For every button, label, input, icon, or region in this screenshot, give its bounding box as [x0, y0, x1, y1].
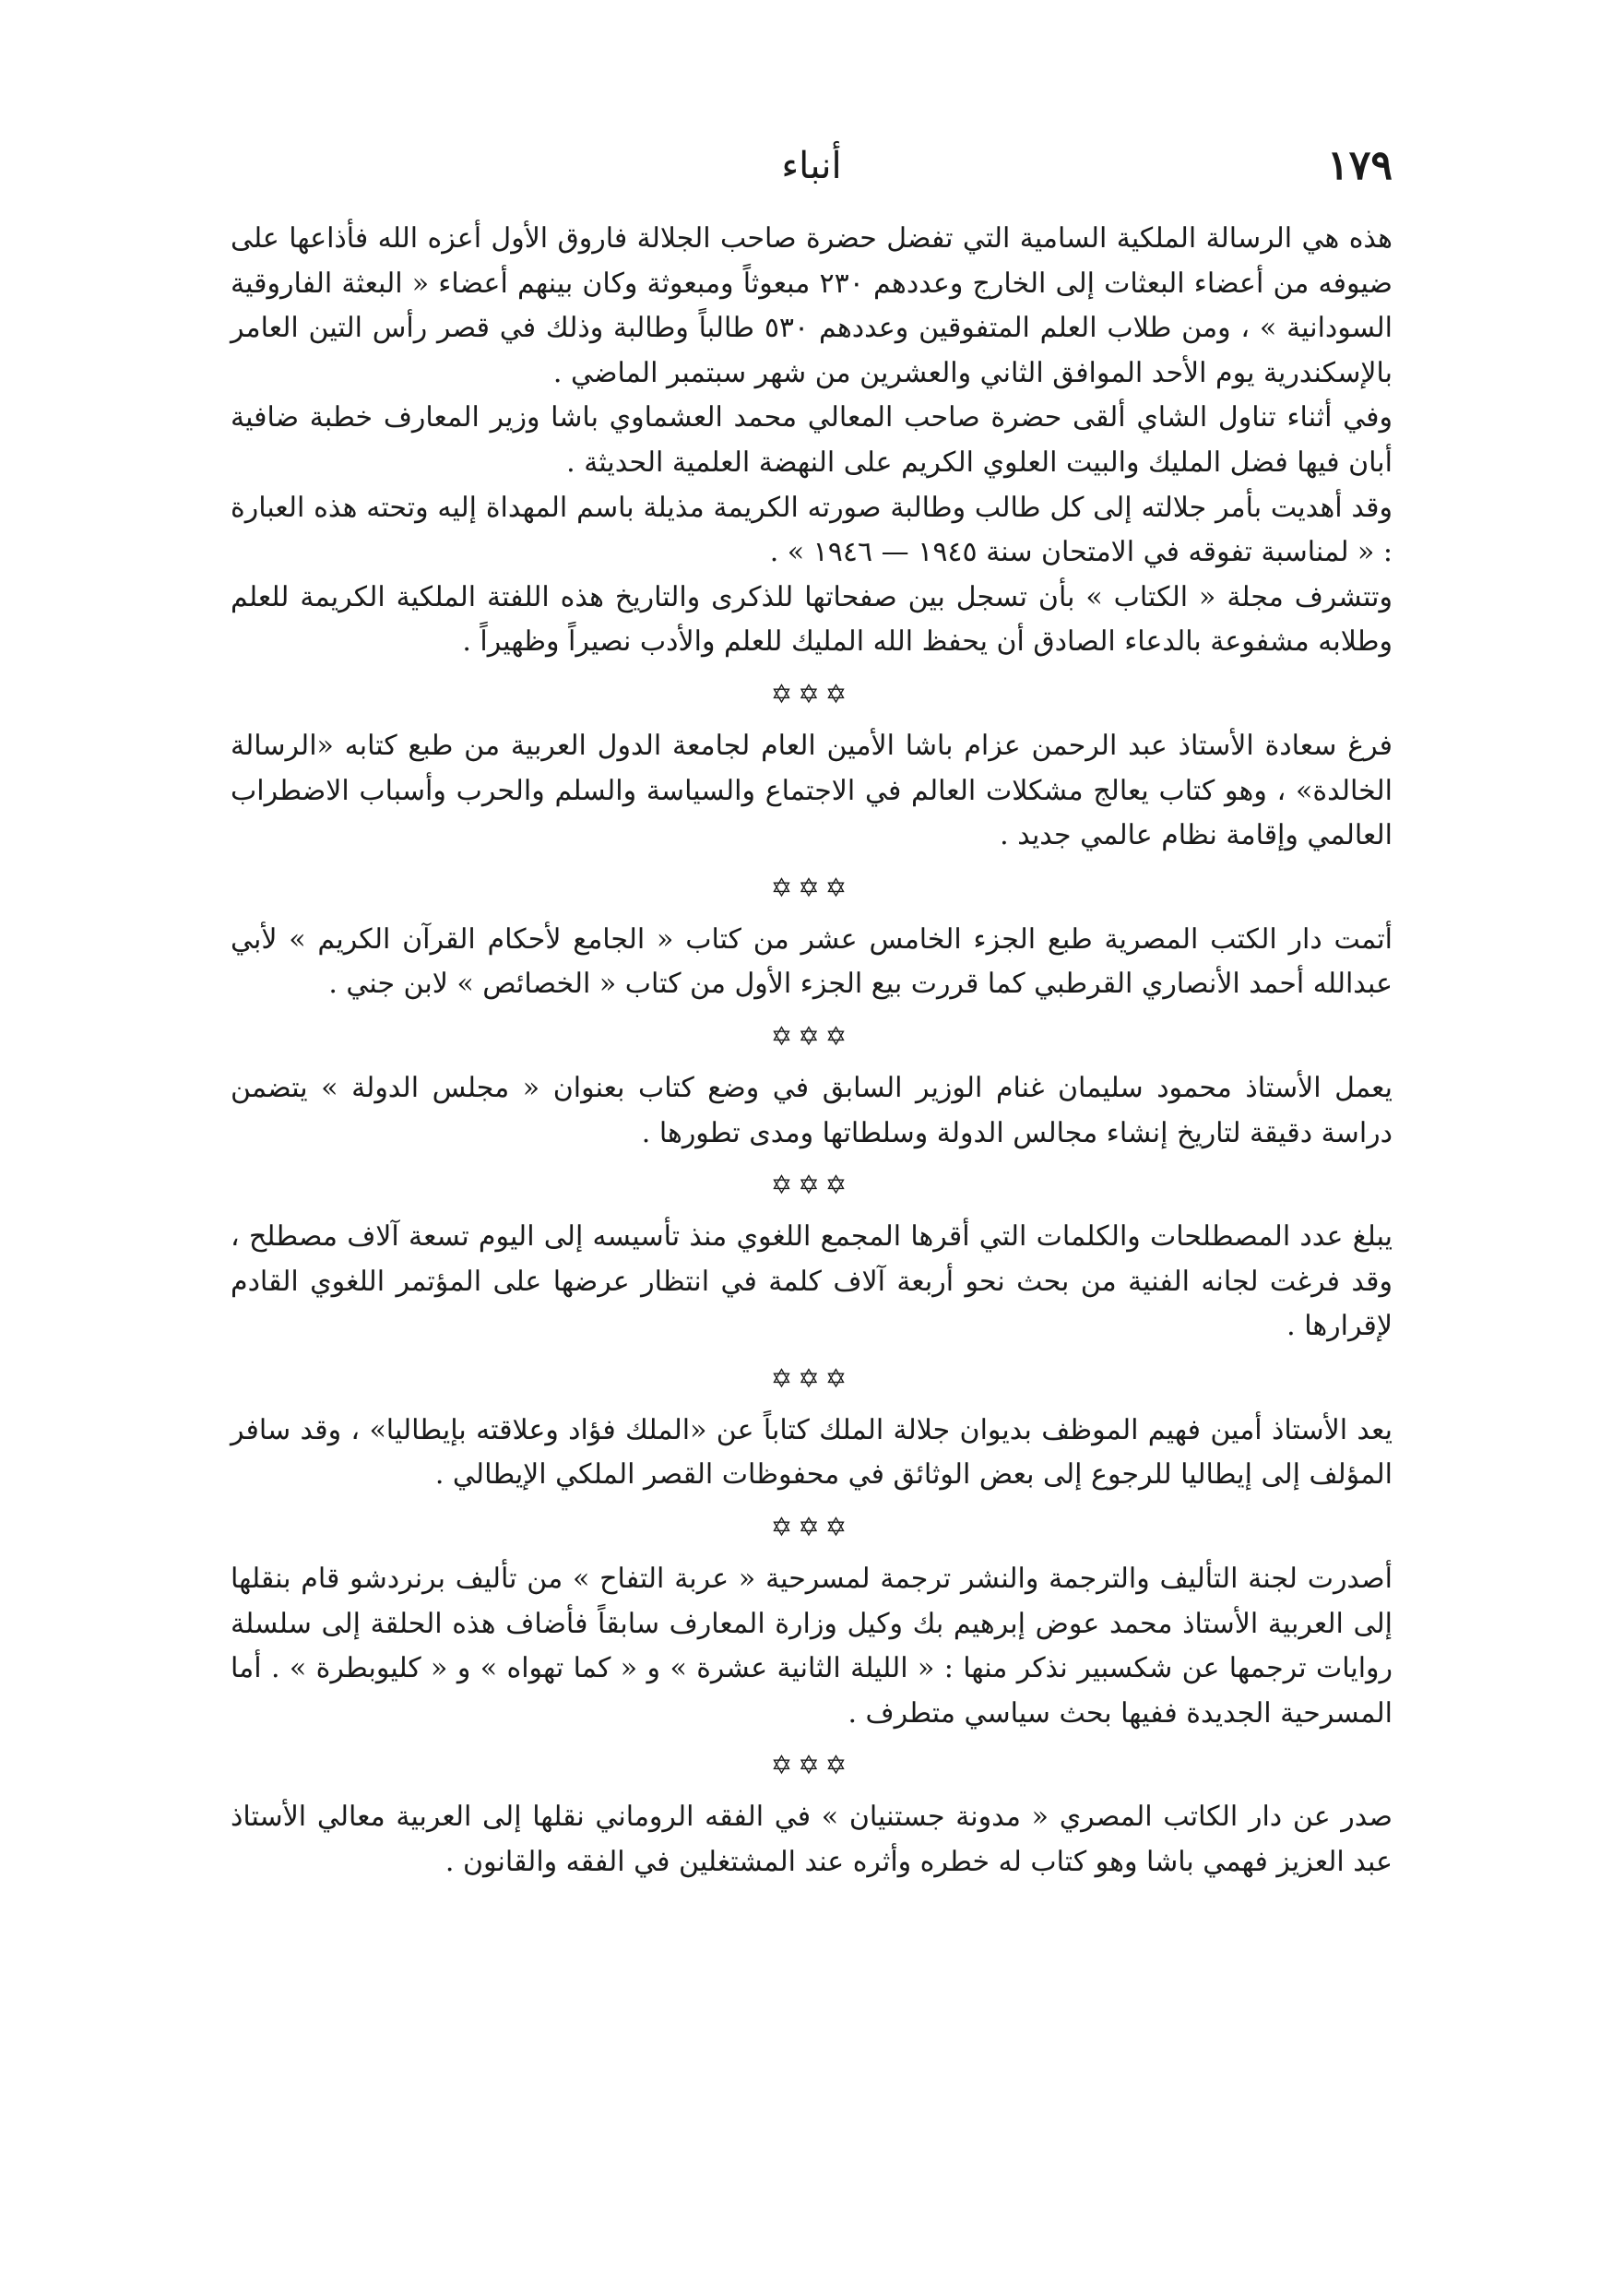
star-separator: ✡✡✡ [770, 1362, 853, 1394]
paragraph: هذه هي الرسالة الملكية السامية التي تفضل حضرة صاحب الجلالة فاروق الأول أعزه الله فأذاعها على ضيوفه من أعضاء البعثات إلى الخارج وعددهم ٢٣٠ مبعوثاً ومبعوثة وكان بينهم أعضاء « البعثة الفاروقية السودانية » ، ومن طلاب العلم المتفوقين وعددهم ٥٣٠ طالباً وطالبة وذلك في قصر رأس التين العامر بالإسكندرية يوم الأحد الموافق الثاني والعشرين من شهر سبتمبر الماضي . [231, 222, 1393, 389]
star-separator: ✡✡✡ [770, 1512, 853, 1543]
paragraph: يبلغ عدد المصطلحات والكلمات التي أقرها المجمع اللغوي منذ تأسيسه إلى اليوم تسعة آلاف مصطلح ، وقد فرغت لجانه الفنية من بحث نحو أربعة آلاف كلمة في انتظار عرضها على المؤتمر اللغوي القادم لإقرارها . [231, 1220, 1393, 1343]
star-separator: ✡✡✡ [770, 678, 853, 709]
paragraph: وفي أثناء تناول الشاي ألقى حضرة صاحب المعالي محمد العشماوي باشا وزير المعارف خطبة ضافية أبان فيها فضل المليك والبيت العلوي الكريم على النهضة العلمية الحديثة . [231, 401, 1393, 479]
paragraph: أصدرت لجنة التأليف والترجمة والنشر ترجمة لمسرحية « عربة التفاح » من تأليف برنردشو قام بنقلها إلى العربية الأستاذ محمد عوض إبرهيم بك وكيل وزارة المعارف سابقاً فأضاف هذه الحلقة إلى سلسلة روايات ترجمها عن شكسبير نذكر منها : « الليلة الثانية عشرة » و « كما تهواه » و « كليوبطرة » . أما المسرحية الجديدة ففيها بحث سياسي متطرف . [231, 1563, 1393, 1730]
news-item [231, 918, 1393, 1007]
paragraph: أتمت دار الكتب المصرية طبع الجزء الخامس عشر من كتاب « الجامع لأحكام القرآن الكريم » لأبي عبدالله أحمد الأنصاري القرطبي كما قررت بيع الجزء الأول من كتاب « الخصائص » لابن جني . [231, 922, 1393, 1001]
running-title: أنباء [781, 145, 842, 187]
news-item [231, 1066, 1393, 1156]
paragraph: يعد الأستاذ أمين فهيم الموظف بديوان جلالة الملك كتاباً عن «الملك فؤاد وعلاقته بإيطاليا» ، وقد سافر المؤلف إلى إيطاليا للرجوع إلى بعض الوثائق في محفوظات القصر الملكي الإيطالي . [231, 1413, 1393, 1492]
page-number: ١٧٩ [1327, 142, 1393, 189]
news-item [231, 724, 1393, 859]
news-item [231, 1557, 1393, 1736]
star-separator: ✡✡✡ [770, 1020, 853, 1052]
star-separator: ✡✡✡ [770, 1170, 853, 1201]
news-item [231, 1795, 1393, 1885]
paragraph: وقد أهديت بأمر جلالته إلى كل طالب وطالبة صورته الكريمة مذيلة باسم المهداة إليه وتحته هذه العبارة : « لمناسبة تفوقه في الامتحان سنة ١٩٤٥ — ١٩٤٦ » . [231, 491, 1393, 569]
article-body [231, 217, 1393, 1885]
paragraph: صدر عن دار الكاتب المصري « مدونة جستنيان » في الفقه الروماني نقلها إلى العربية معالي الأستاذ عبد العزيز فهمي باشا وهو كتاب له خطره وأثره عند المشتغلين في الفقه والقانون . [231, 1801, 1393, 1879]
star-separator: ✡✡✡ [770, 1750, 853, 1781]
page-header [231, 138, 1393, 194]
paragraph: وتتشرف مجلة « الكتاب » بأن تسجل بين صفحاتها للذكرى والتاريخ هذه اللفتة الملكية الكريمة للعلم وطلابه مشفوعة بالدعاء الصادق أن يحفظ الله المليك للعلم والأدب نصيراً وظهيراً . [231, 580, 1393, 659]
star-separator: ✡✡✡ [770, 872, 853, 903]
news-item [231, 1215, 1393, 1350]
news-item [231, 217, 1393, 665]
paragraph: فرغ سعادة الأستاذ عبد الرحمن عزام باشا الأمين العام لجامعة الدول العربية من طبع كتابه «الرسالة الخالدة» ، وهو كتاب يعالج مشكلات العالم في الاجتماع والسياسة والسلم والحرب وأسباب الاضطراب العالمي وإقامة نظام عالمي جديد . [231, 729, 1393, 852]
paragraph: يعمل الأستاذ محمود سليمان غنام الوزير السابق في وضع كتاب بعنوان « مجلس الدولة » يتضمن دراسة دقيقة لتاريخ إنشاء مجالس الدولة وسلطاتها ومدى تطورها . [231, 1071, 1393, 1149]
news-item [231, 1409, 1393, 1498]
